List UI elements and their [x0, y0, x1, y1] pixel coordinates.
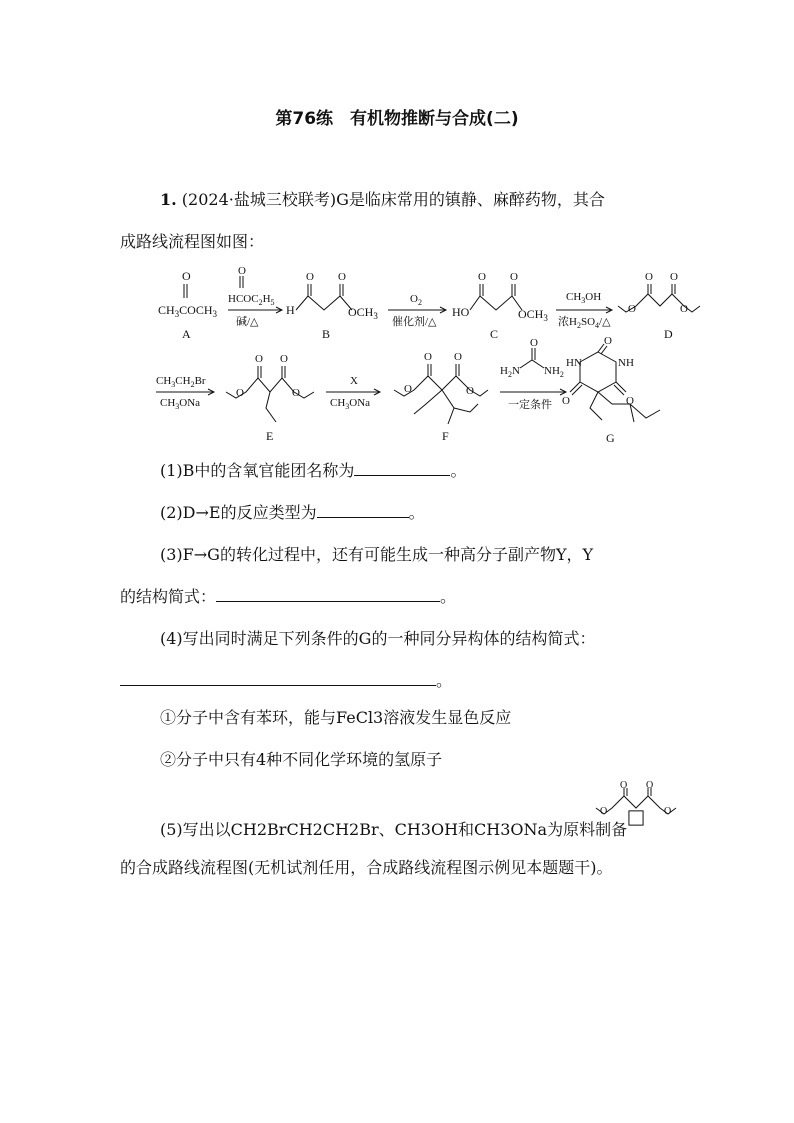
- step4-reagent-top: $CH_3CH_2Br$: [156, 375, 206, 389]
- compound-g-oxygen-right: O: [626, 395, 634, 407]
- target-ether-o-2: O: [664, 806, 672, 817]
- compound-g-oxygen-left: O: [562, 395, 570, 407]
- step5-reagent-bottom: $CH_3ONa$: [330, 397, 371, 411]
- compound-f-ether-o-2: O: [466, 385, 474, 397]
- step3-reagent-bottom: 浓$H_2SO_4/\triangle$: [558, 316, 611, 330]
- question-intro-line1: (2024·盐城三校联考)G是临床常用的镇静、麻醉药物，其合: [181, 190, 605, 209]
- compound-a-oxygen: O: [182, 269, 191, 283]
- question-intro-line2: 成路线流程图如图：: [120, 232, 265, 251]
- question-1-4-answer-line: [120, 669, 452, 693]
- reaction-scheme-row-1: [0, 262, 794, 342]
- question-number: 1.: [160, 190, 177, 209]
- step4-reagent-bottom: $CH_3ONa$: [160, 397, 201, 411]
- compound-b-oxygen-2: O: [338, 271, 346, 283]
- question-1-5-line2: 的合成路线流程图(无机试剂任用，合成路线流程图示例见本题题干)。: [120, 858, 613, 877]
- condition-1: ①分子中含有苯环，能与FeCl3溶液发生显色反应: [160, 708, 512, 727]
- compound-f-oxygen-1: O: [424, 351, 432, 363]
- question-1-1-text: (1)B中的含氧官能团名称为: [160, 461, 355, 480]
- target-oxygen-1: O: [620, 780, 628, 791]
- step6-reagent-bottom: 一定条件: [508, 399, 552, 411]
- compound-f-ether-o-1: O: [404, 383, 412, 395]
- compound-b-right: $OCH_3$: [348, 305, 378, 321]
- step1-reagent-top: $HCOC_2H_5$: [228, 293, 275, 307]
- compound-e-label: E: [266, 429, 274, 443]
- answer-blank-4[interactable]: [120, 671, 436, 686]
- compound-d-label: D: [664, 327, 673, 341]
- compound-c-left: HO: [452, 305, 470, 319]
- step1-reagent-oxygen: O: [238, 265, 246, 277]
- compound-c-oxygen-1: O: [478, 271, 486, 283]
- question-1-1: [160, 459, 466, 483]
- question-1-2-text: (2)D→E的反应类型为: [160, 503, 317, 522]
- compound-e-ether-o-1: O: [236, 387, 244, 399]
- compound-g-nh: NH: [618, 357, 634, 369]
- compound-d-oxygen-2: O: [670, 271, 678, 283]
- answer-blank-1[interactable]: [354, 461, 450, 476]
- step1-reagent-bottom: 碱/△: [236, 316, 259, 328]
- compound-c-label: C: [490, 327, 499, 341]
- question-1-4: (4)写出同时满足下列条件的G的一种同分异构体的结构简式：: [160, 629, 596, 648]
- compound-g-hn: HN: [566, 357, 582, 369]
- end-mark: 。: [436, 671, 453, 690]
- target-structure: [592, 780, 692, 844]
- end-mark: 。: [450, 461, 467, 480]
- question-1-intro: [160, 188, 605, 212]
- compound-g-oxygen-top: O: [604, 335, 612, 347]
- compound-d-ether-o-1: O: [628, 303, 636, 315]
- compound-a-formula: $CH_3COCH_3$: [158, 303, 218, 319]
- question-1-3-line2: [120, 585, 456, 609]
- compound-b-label: B: [322, 327, 331, 341]
- reaction-scheme-row-2: [0, 335, 794, 448]
- compound-g-label: G: [606, 431, 615, 445]
- step5-reagent-top: X: [350, 375, 358, 387]
- compound-b-left: H: [286, 303, 295, 317]
- urea-nh2: $NH_2$: [544, 365, 564, 379]
- urea-h2n: $H_2N$: [500, 365, 520, 379]
- target-oxygen-2: O: [646, 780, 654, 791]
- answer-blank-3[interactable]: [216, 587, 440, 602]
- question-1-5-line1: (5)写出以CH2BrCH2CH2Br、CH3OH和CH3ONa为原料制备: [160, 820, 628, 839]
- urea-oxygen: O: [530, 337, 538, 349]
- question-1-3-line1: (3)F→G的转化过程中，还有可能生成一种高分子副产物Y，Y: [160, 545, 594, 564]
- step2-reagent-top: $O_2$: [410, 293, 422, 307]
- answer-blank-2[interactable]: [317, 503, 409, 518]
- end-mark: 。: [440, 587, 457, 606]
- compound-b-oxygen-1: O: [306, 271, 314, 283]
- compound-e-ether-o-2: O: [292, 387, 300, 399]
- compound-a-label: A: [182, 327, 191, 341]
- compound-c-oxygen-2: O: [510, 271, 518, 283]
- compound-e-oxygen-1: O: [255, 353, 263, 365]
- compound-f-oxygen-2: O: [454, 351, 462, 363]
- compound-c-right: $OCH_3$: [518, 307, 548, 323]
- compound-d-oxygen-1: O: [645, 271, 653, 283]
- compound-f-label: F: [442, 429, 449, 443]
- compound-d-ether-o-2: O: [680, 303, 688, 315]
- question-1-3-text: 的结构简式：: [120, 587, 217, 606]
- target-ether-o-1: O: [600, 806, 608, 817]
- compound-e-oxygen-2: O: [280, 353, 288, 365]
- step3-reagent-top: $CH_3OH$: [566, 291, 602, 305]
- end-mark: 。: [408, 503, 425, 522]
- step2-reagent-bottom: 催化剂/△: [392, 316, 437, 328]
- condition-2: ②分子中只有4种不同化学环境的氢原子: [160, 750, 443, 769]
- question-1-2: [160, 501, 425, 525]
- page-title: 第76练 有机物推断与合成(二): [275, 109, 519, 129]
